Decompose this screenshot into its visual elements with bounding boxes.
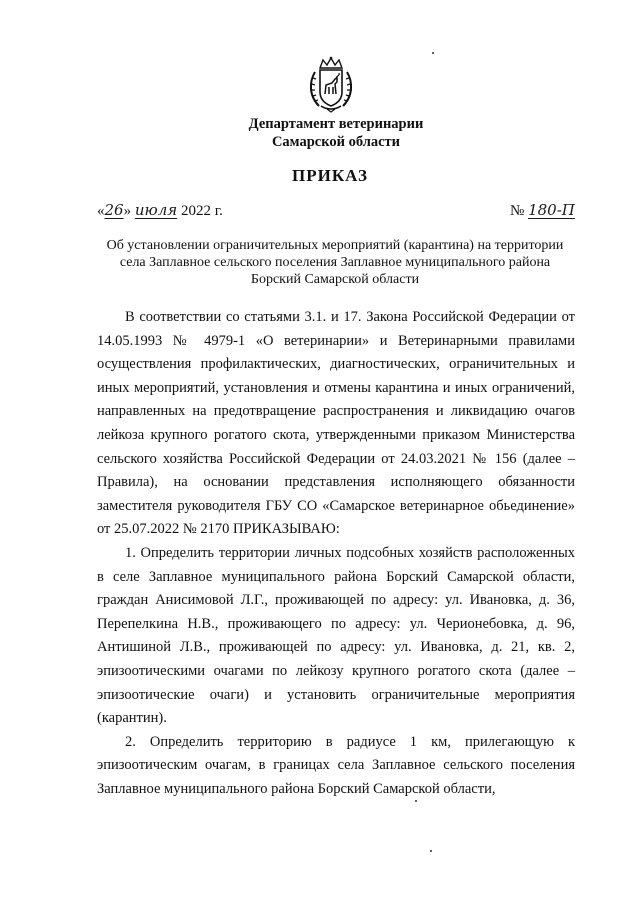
scan-speck: [432, 52, 434, 54]
date-month: июля: [134, 201, 178, 219]
department-name-line2: Самарской области: [271, 134, 401, 150]
date-day: 26: [104, 201, 124, 219]
order-body: [97, 306, 575, 801]
paragraph-item-2: 2. Определить территорию в радиусе 1 км, прилегающую к эпизоотическим очагам, в границах села Заплавное сельского поселения Заплавное муниципального района Борский Самарской области,: [97, 733, 575, 797]
paragraph-item-1: 1. Определить территории личных подсобных хозяйств расположенных в селе Заплавное муниципального района Борский Самарской области, граждан Анисимовой Л.Г., проживающей по адресу: ул. Ивановка, д. 36, Перепелкина Н.В., проживающего по адресу: ул. Черионебовка, д. 96, Антишиной Л.В., проживающей по адресу: ул. Ивановка, д. 21, кв. 2, эпизоотическими очагами по лейкозу крупного рогатого скота (далее – эпизоотические очаги) и установить ограничительные мероприятия (карантин).: [97, 544, 575, 727]
document-title: ПРИКАЗ: [292, 166, 368, 185]
date-close-quote: »: [123, 203, 132, 219]
date-year: 2022 г.: [180, 203, 223, 219]
order-date: [97, 201, 223, 220]
paragraph-intro: В соответствии со статьями 3.1. и 17. Закона Российской Федерации от 14.05.1993 № 4979-1 «О ветеринарии» и Ветеринарными правилами осуществления профилактических, диагностических, ограничительных и иных мероприятий, установления и отмены карантина и иных ограничений, направленных на предотвращение распространения и ликвидацию очагов лейкоза крупного рогатого скота, утвержденными приказом Министерства сельского хозяйства Российской Федерации от 24.03.2021 № 156 (далее – Правила), на основании представления исполняющего обязанности заместителя руководителя ГБУ СО «Самарское ветеринарное обьединение» от 25.07.2022 № 2170 ПРИКАЗЫВАЮ:: [97, 309, 575, 538]
department-name-line1: Департамент ветеринарии: [248, 116, 424, 132]
number-prefix: №: [510, 203, 525, 219]
order-subject: Об установлении ограничительных мероприятий (карантина) на территории села Заплавное сельского поселения Заплавное муниципального района Борский Самарской области: [106, 238, 564, 287]
date-open-quote: «: [97, 203, 105, 219]
order-number: [510, 201, 575, 220]
samara-coat-of-arms-icon: [301, 54, 361, 114]
number-value: 180-П: [528, 201, 575, 219]
scan-speck: [430, 850, 432, 852]
scan-speck: [415, 800, 417, 802]
